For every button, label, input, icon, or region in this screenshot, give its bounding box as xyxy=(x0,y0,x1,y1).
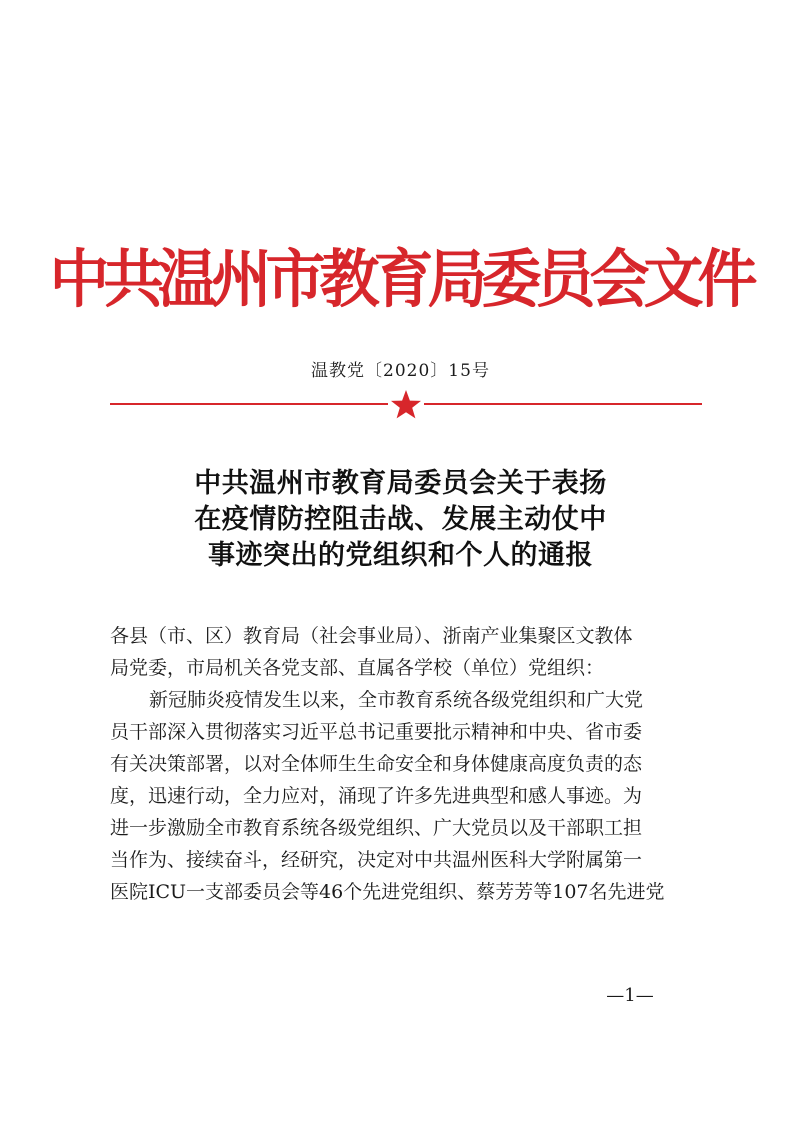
document-body xyxy=(110,620,706,908)
paragraph-line: 员干部深入贯彻落实习近平总书记重要批示精神和中央、省市委 xyxy=(110,721,643,743)
paragraph-line: 度，迅速行动，全力应对，涌现了许多先进典型和感人事迹。为 xyxy=(110,785,643,807)
paragraph-line: 有关决策部署，以对全体师生生命安全和身体健康高度负责的态 xyxy=(110,753,643,775)
title-line: 在疫情防控阻击战、发展主动仗中 xyxy=(194,504,607,535)
title-line: 中共温州市教育局委员会关于表扬 xyxy=(194,468,607,499)
document-number: 温教党〔2020〕15号 xyxy=(311,361,490,381)
paragraph-line: 医院ICU一支部委员会等46个先进党组织、蔡芳芳等107名先进党 xyxy=(110,881,665,903)
paragraph-line: 当作为、接续奋斗，经研究，决定对中共温州医科大学附属第一 xyxy=(110,849,643,871)
addressee-line: 各县（市、区）教育局（社会事业局）、浙南产业集聚区文教体 xyxy=(110,625,633,647)
addressee-line: 局党委，市局机关各党支部、直属各学校（单位）党组织： xyxy=(110,657,605,679)
red-divider-right xyxy=(424,403,702,405)
title-line: 事迹突出的党组织和个人的通报 xyxy=(208,540,593,571)
red-divider-left xyxy=(110,403,388,405)
paragraph-line: 进一步激励全市教育系统各级党组织、广大党员以及干部职工担 xyxy=(110,817,643,839)
paragraph-line: 新冠肺炎疫情发生以来，全市教育系统各级党组织和广大党 xyxy=(149,689,644,711)
document-title xyxy=(0,466,801,574)
red-star-icon xyxy=(390,388,422,420)
page-number: —1— xyxy=(606,985,654,1006)
document-masthead: 中共温州市教育局委员会文件 xyxy=(49,243,752,317)
